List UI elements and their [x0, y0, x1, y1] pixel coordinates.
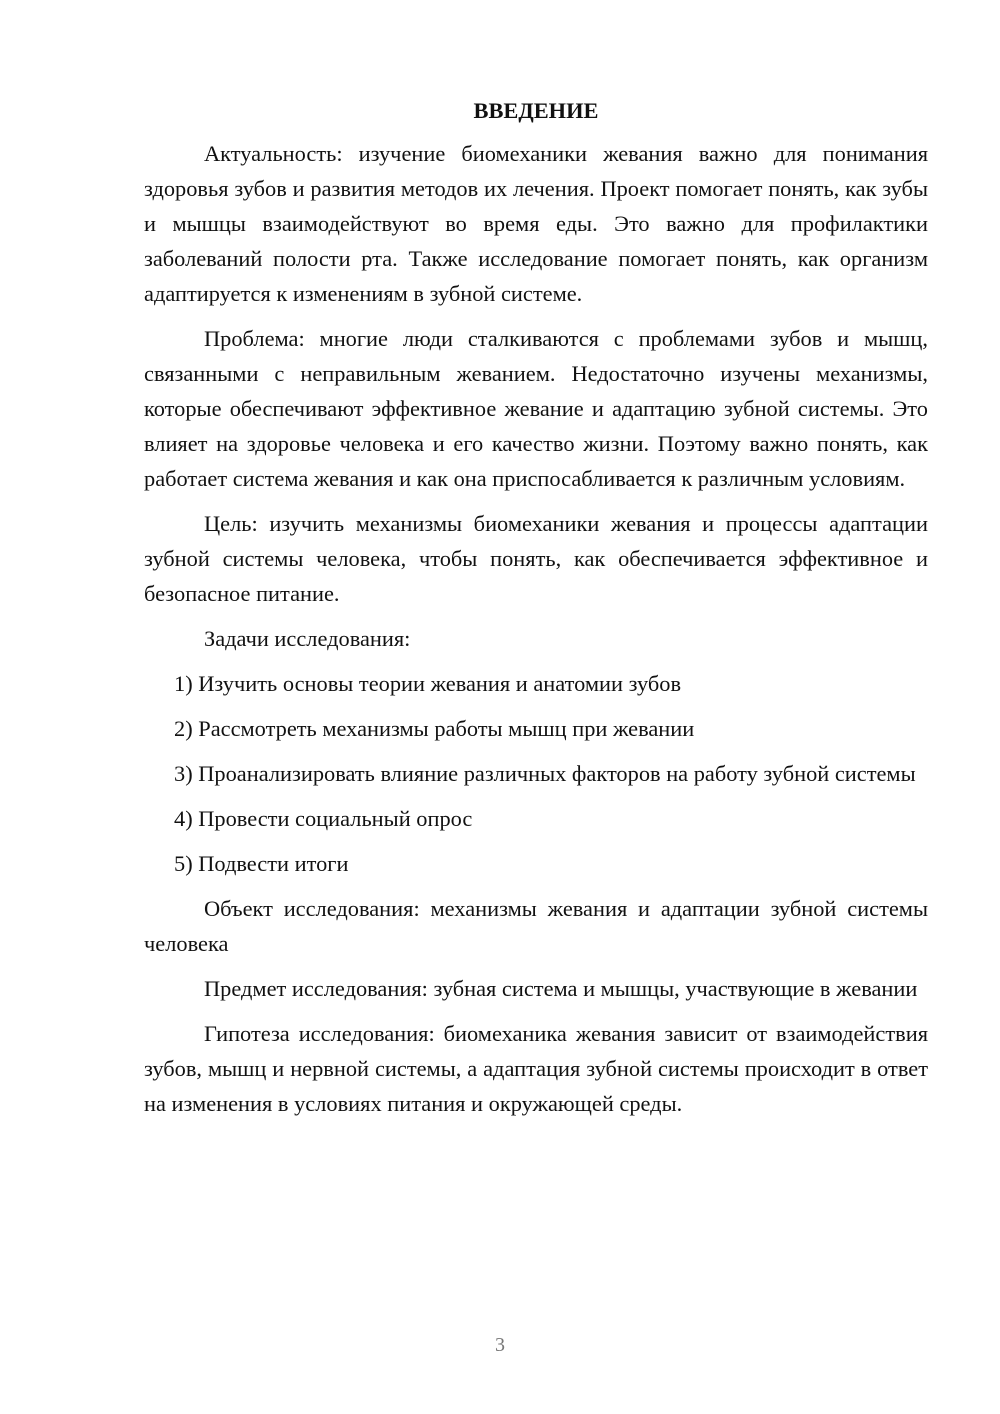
section-heading: ВВЕДЕНИЕ — [473, 98, 599, 123]
task-item: 4) Провести социальный опрос — [174, 806, 473, 831]
paragraph-subject: Предмет исследования: зубная система и мышцы, участвующие в жевании — [204, 976, 918, 1001]
task-item: 5) Подвести итоги — [174, 851, 349, 876]
paragraph-goal: Цель: изучить механизмы биомеханики жевания и процессы адаптации зубной системы человека, чтобы понять, как обеспечивается эффективное и безопасное питание. — [144, 511, 928, 606]
task-item: 3) Проанализировать влияние различных факторов на работу зубной системы — [174, 761, 916, 786]
paragraph-hypothesis: Гипотеза исследования: биомеханика жевания зависит от взаимодействия зубов, мышц и нервной системы, а адаптация зубной системы происходит в ответ на изменения в условиях питания и окружающей среды. — [144, 1021, 928, 1116]
task-item: 2) Рассмотреть механизмы работы мышц при жевании — [174, 716, 695, 741]
paragraph-problem: Проблема: многие люди сталкиваются с проблемами зубов и мышц, связанными с неправильным жеванием. Недостаточно изучены механизмы, которые обеспечивают эффективное жевание и адаптацию зубной системы. Это влияет на здоровье человека и его качество жизни. Поэтому важно понять, как работает система жевания и как она приспосабливается к различным условиям. — [144, 326, 928, 491]
page-number: 3 — [495, 1334, 505, 1356]
tasks-heading: Задачи исследования: — [204, 626, 411, 651]
task-item: 1) Изучить основы теории жевания и анатомии зубов — [174, 671, 682, 696]
paragraph-relevance: Актуальность: изучение биомеханики жевания важно для понимания здоровья зубов и развития методов их лечения. Проект помогает понять, как зубы и мышцы взаимодействуют во время еды. Это важно для профилактики заболеваний полости рта. Также исследование помогает понять, как организм адаптируется к изменениям в зубной системе. — [144, 141, 928, 306]
page-content — [144, 93, 928, 1131]
paragraph-object: Объект исследования: механизмы жевания и адаптации зубной системы человека — [144, 896, 928, 956]
